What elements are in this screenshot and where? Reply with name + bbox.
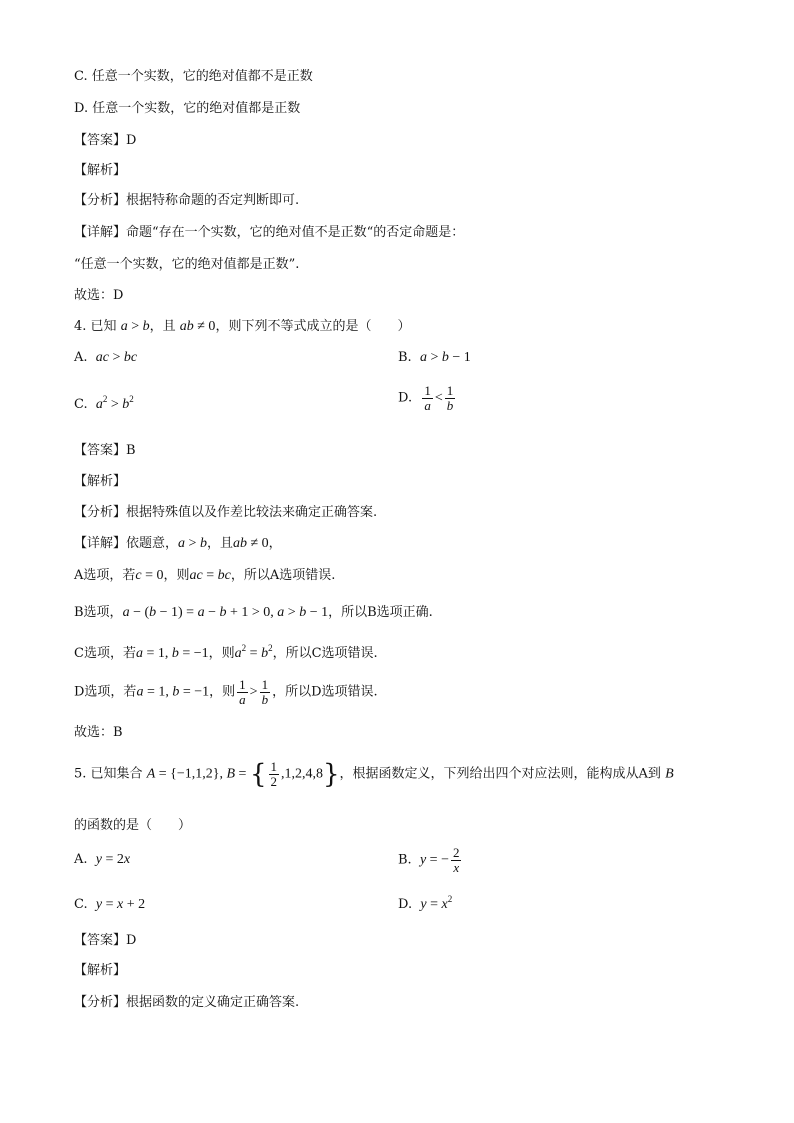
q5-stem-text: ，根据函数定义，下列给出四个对应法则，能构成从A到 <box>339 766 661 782</box>
q3-xiangjie-1 <box>74 224 464 242</box>
answer-value: B <box>126 443 136 458</box>
q3-answer <box>74 132 136 150</box>
option-label: C. <box>74 897 88 912</box>
xiangjie-tag: 【详解】 <box>74 536 127 551</box>
q5-answer <box>74 932 136 950</box>
fenxi-tag: 【分析】 <box>74 505 127 520</box>
q4-answer <box>74 442 136 460</box>
option-label: C. <box>74 397 88 412</box>
q5-analysis-tag: 【解析】 <box>74 963 127 978</box>
q4-option-c: C. $a^2 > b^2$ <box>74 394 134 412</box>
answer-tag: 【答案】 <box>74 443 127 458</box>
q5-stem-cont: 的函数的是（ ） <box>74 818 192 833</box>
option-label: B. <box>398 852 412 868</box>
line-text: ，则 <box>209 684 236 700</box>
q3-option-d: D. 任意一个实数，它的绝对值都是正数 <box>74 101 301 116</box>
xiangjie-text: 命题“存在一个实数，它的绝对值不是正数“的否定命题是： <box>126 225 465 240</box>
q5-fenxi <box>74 994 299 1012</box>
option-label: A. <box>74 350 88 365</box>
line-text: ，则 <box>208 646 235 661</box>
q4-analysis-tag: 【解析】 <box>74 474 127 489</box>
q5-option-d: D. $y = x^2$ <box>398 894 453 912</box>
xiangjie-tag: 【详解】 <box>74 225 127 240</box>
line-text: A选项，若 <box>74 568 136 583</box>
line-text: ，所以C选项错误. <box>272 646 378 661</box>
xiangjie-text: 依题意， <box>126 536 179 551</box>
option-label: A. <box>74 852 88 867</box>
q5-option-a: A. y = 2x <box>74 852 131 867</box>
line-text: B选项， <box>74 605 123 620</box>
line-text: ，所以D选项错误. <box>272 684 378 700</box>
fenxi-text: 根据特称命题的否定判断即可. <box>126 193 300 208</box>
answer-value: D <box>126 933 137 948</box>
q5-option-c: C. y = x + 2 <box>74 897 146 912</box>
q5-option-b: B. y = − $\frac{2}{x}$ <box>398 845 460 875</box>
answer-tag: 【答案】 <box>74 933 127 948</box>
q5-stem-text: 5. 已知集合 <box>74 766 143 782</box>
option-label: B. <box>398 350 412 365</box>
q4-fenxi <box>74 504 377 522</box>
q4-choose: 故选：B <box>74 725 123 740</box>
xiangjie-text: ，且 <box>206 536 233 551</box>
q4-line-a: A选项，若c = 0，则ac = bc，所以A选项错误. <box>74 568 336 583</box>
q3-analysis-tag: 【解析】 <box>74 163 127 178</box>
option-label: D. <box>398 390 413 406</box>
q4-cond-a-gt-b: a > b <box>120 319 150 334</box>
q4-stem <box>74 318 410 336</box>
line-text: ，所以A选项错误. <box>230 568 336 583</box>
xiangjie-text: ， <box>268 536 282 551</box>
answer-tag: 【答案】 <box>74 133 127 148</box>
q3-option-c: C. 任意一个实数，它的绝对值都不是正数 <box>74 69 313 84</box>
q4-line-c: C选项，若a = 1, b = −1，则$a^2 = b^2$，所以C选项错误. <box>74 643 378 661</box>
fenxi-tag: 【分析】 <box>74 995 127 1010</box>
q4-option-b: B. a > b − 1 <box>398 350 471 365</box>
fenxi-text: 根据特殊值以及作差比较法来确定正确答案. <box>126 505 378 520</box>
q5-stem: 5. 已知集合 A = {−1,1,2}, B = { $\frac{1}{2}$ ,1,2,4,8}，根据函数定义，下列给出四个对应法则，能构成从A到 B <box>74 759 674 790</box>
option-label: D. <box>398 897 413 912</box>
q4-line-b: B选项，a − (b − 1) = a − b + 1 > 0, a > b − 1，所以B选项正确. <box>74 605 433 620</box>
q4-stem-text: ，且 <box>149 319 176 334</box>
line-text: ，则 <box>163 568 190 583</box>
answer-value: D <box>126 133 137 148</box>
q3-xiangjie-2: “任意一个实数，它的绝对值都是正数”. <box>74 257 300 272</box>
fenxi-text: 根据函数的定义确定正确答案. <box>126 995 300 1010</box>
q4-xiangjie: 【详解】依题意，a > b，且ab ≠ 0， <box>74 536 282 551</box>
q4-stem-text: ，则下列不等式成立的是（ ） <box>215 319 411 334</box>
q4-line-d: D选项，若a = 1, b = −1，则 $\frac{1}{a}$ > $\frac{1}{b}$ ，所以D选项错误. <box>74 677 378 707</box>
q4-cond-ab-ne-0: ab ≠ 0 <box>179 319 216 334</box>
fenxi-tag: 【分析】 <box>74 193 127 208</box>
q4-stem-text: 4. 已知 <box>74 319 117 334</box>
q4-option-a: A. ac > bc <box>74 350 138 365</box>
q4-option-d: D. $\frac{1}{a}$ < $\frac{1}{b}$ <box>398 383 454 413</box>
line-text: ，所以B选项正确. <box>328 605 433 620</box>
line-text: D选项，若 <box>74 684 137 700</box>
line-text: C选项，若 <box>74 646 136 661</box>
q3-choose: 故选：D <box>74 288 124 303</box>
q3-fenxi <box>74 192 299 210</box>
